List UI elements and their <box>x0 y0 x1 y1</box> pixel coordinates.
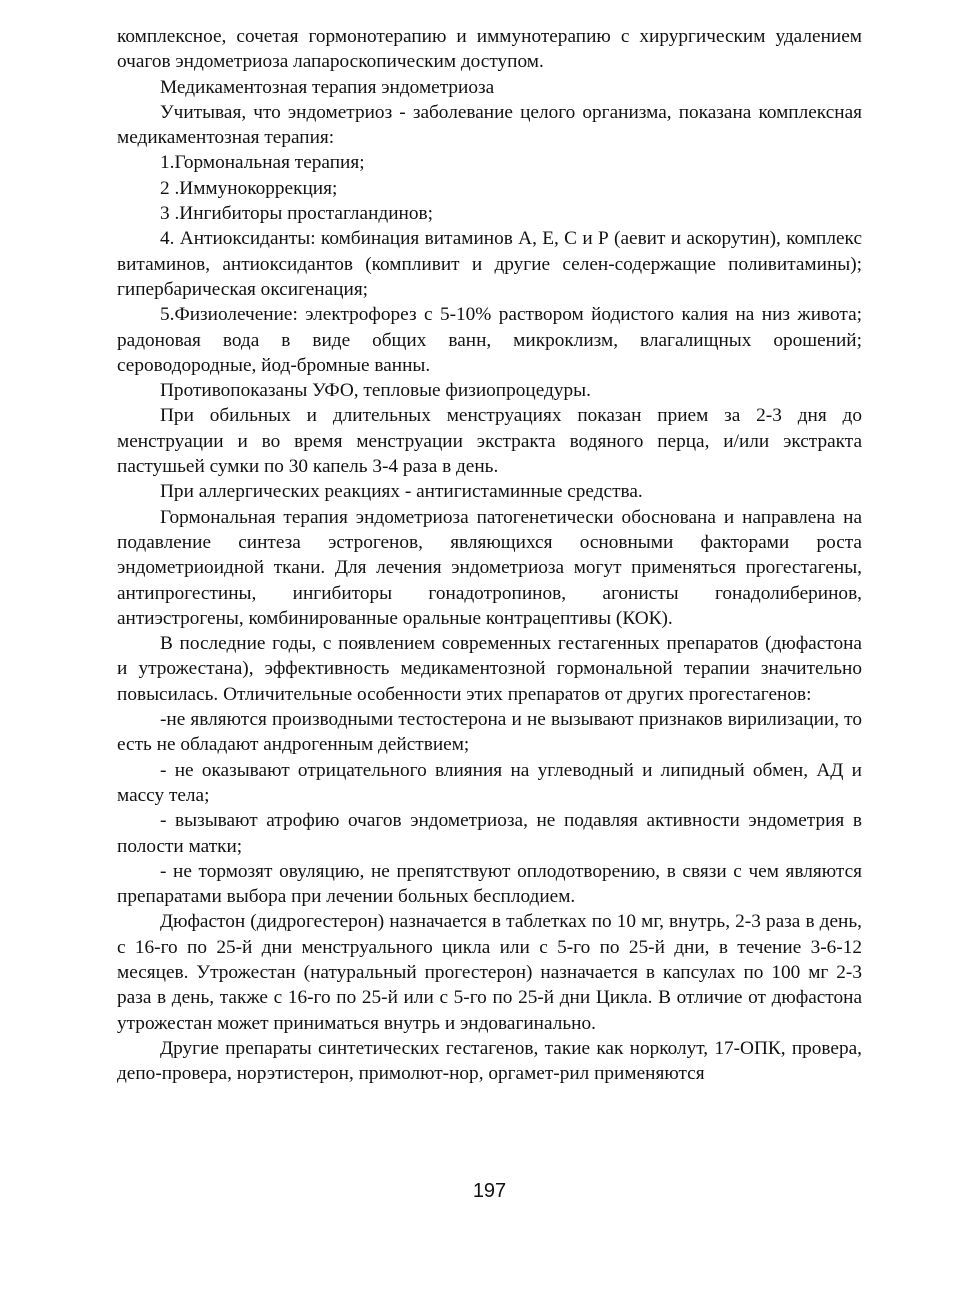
feature-item-2: - не оказывают отрицательного влияния на углеводный и липидный обмен, АД и массу тела; <box>117 759 862 806</box>
list-item-hormonal: 1.Гормональная терапия; <box>160 152 365 174</box>
paragraph-gestagens: В последние годы, с появлением современных гестагенных препаратов (дюфастона и утрожестана), эффективность медикаментозной гормональной терапии значительно повысилась. Отличительные особенности этих препаратов от других прогестагенов: <box>117 633 862 705</box>
feature-item-3: - вызывают атрофию очагов эндометриоза, не подавляя активности эндометрия в полости матки; <box>117 810 862 857</box>
paragraph-menstruation: При обильных и длительных менструациях показан прием за 2-3 дня до менструации и во время менструации экстракта водяного перца, и/или экстракта пастушьей сумки по 30 капель 3-4 раза в день. <box>117 405 862 478</box>
feature-item-1: -не являются производными тестостерона и не вызывают признаков вирилизации, то есть не обладают андрогенным действием; <box>117 709 862 756</box>
page-number: 197 <box>472 1180 507 1202</box>
feature-item-4: - не тормозят овуляцию, не препятствуют оплодотворению, в связи с чем являются препаратами выбора при лечении больных бесплодием. <box>117 860 862 908</box>
paragraph-continuation: комплексное, сочетая гормонотерапию и иммунотерапию с хирургическим удалением очагов эндометриоза лапароскопическим доступом. <box>117 26 862 73</box>
list-item-immuno: 2 .Иммунокоррекция; <box>160 177 338 199</box>
list-item-antioxidants: 4. Антиоксиданты: комбинация витаминов А, Е, С и Р (аевит и аскорутин), комплекс витаминов, антиоксидантов (компливит и другие селен-содержащие поливитамины); гипербарическая оксигенация; <box>117 228 862 300</box>
paragraph-contraindications: Противопоказаны УФО, тепловые физиопроцедуры. <box>160 380 591 402</box>
paragraph-dosage: Дюфастон (дидрогестерон) назначается в таблетках по 10 мг, внутрь, 2-3 раза в день, с 16-го по 25-й дни менструального цикла или с 5-го по 25-й дни, в течение 3-6-12 месяцев. Утрожестан (натуральный прогестерон) назначается в капсулах по 100 мг 2-3 раза в день, также с 16-го по 25-й или с 5-го по 25-й дни Цикла. В отличие от дюфастона утрожестан может приниматься внутрь и эндовагинально. <box>117 911 862 1034</box>
document-page <box>117 24 862 1086</box>
section-heading: Медикаментозная терапия эндометриоза <box>160 76 495 98</box>
list-item-physio: 5.Физиолечение: электрофорез с 5-10% раствором йодистого калия на низ живота; радоновая вода в виде общих ванн, микроклизм, влагалищных орошений; сероводородные, йод-бромные ванны. <box>117 304 862 376</box>
list-item-prostaglandin: 3 .Ингибиторы простагландинов; <box>160 203 433 225</box>
paragraph-other-gestagens: Другие препараты синтетических гестагенов, такие как норколут, 17-ОПК, провера, депо-провера, норэтистерон, примолют-нор, оргамет-рил применяются <box>117 1037 862 1085</box>
paragraph-allergy: При аллергических реакциях - антигистаминные средства. <box>160 481 643 503</box>
paragraph-intro: Учитывая, что эндометриоз - заболевание целого организма, показана комплексная медикаментозная терапия: <box>117 101 862 149</box>
paragraph-hormonal-therapy: Гормональная терапия эндометриоза патогенетически обоснована и направлена на подавление синтеза эстрогенов, являющихся основными факторами роста эндометриоидной ткани. Для лечения эндометриоза могут применяться прогестагены, антипрогестины, ингибиторы гонадотропинов, агонисты гонадолиберинов, антиэстрогены, комбинированные оральные контрацептивы (КОК). <box>117 506 862 629</box>
